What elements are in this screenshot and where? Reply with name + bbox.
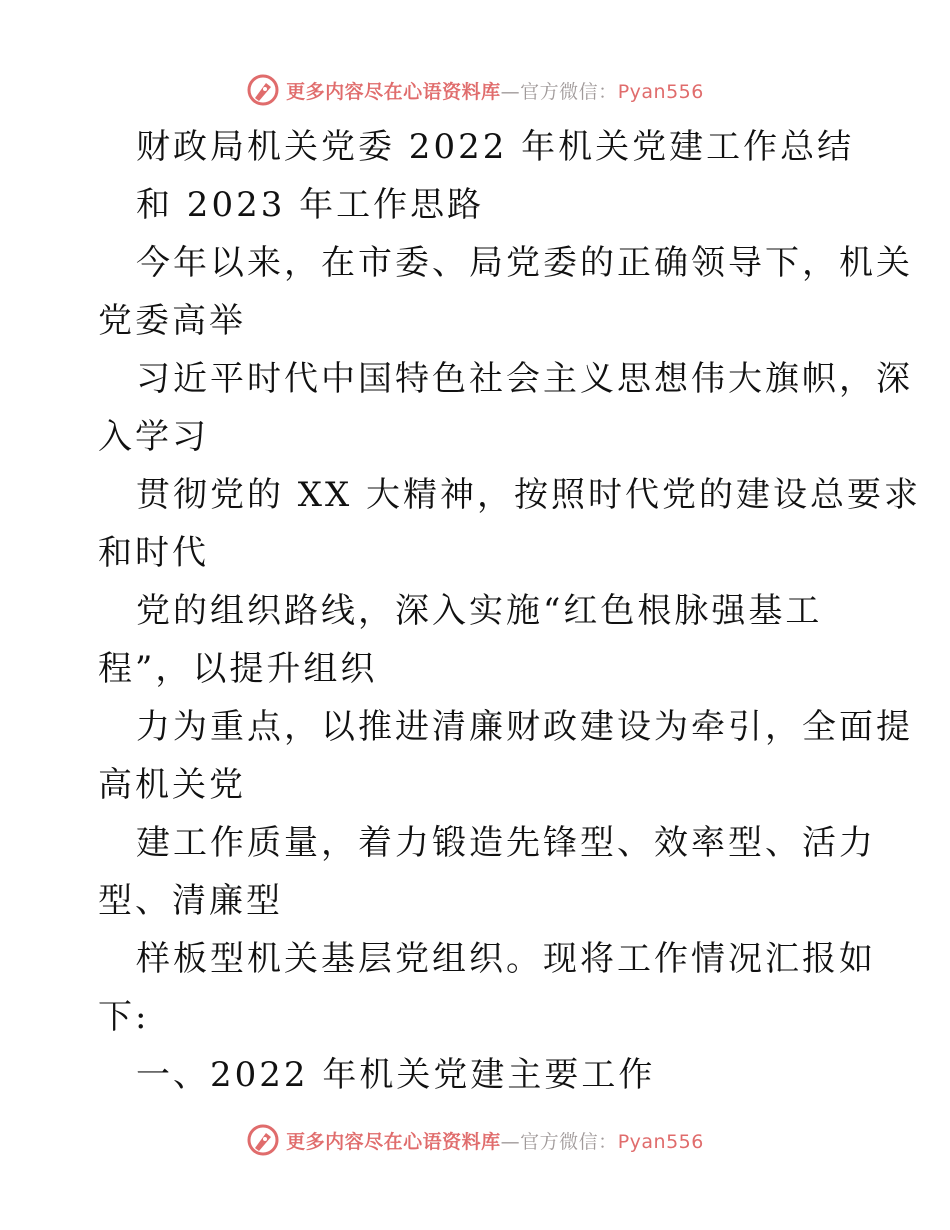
paragraph-line: 习近平时代中国特色社会主义思想伟大旗帜，深 [136, 359, 913, 399]
document-body [98, 118, 922, 1104]
watermark-main-text: 更多内容尽在心语资料库 [286, 1130, 501, 1153]
watermark-dash: — [500, 80, 521, 103]
paragraph-line: 贯彻党的 XX 大精神，按照时代党的建设总要求 [136, 475, 922, 515]
watermark-official-label: 官方微信： [520, 80, 618, 103]
paragraph-line: 和时代 [98, 533, 209, 573]
watermark-wechat-id: Pyan556 [617, 80, 704, 103]
watermark-main-text: 更多内容尽在心语资料库 [286, 80, 501, 103]
watermark-header [0, 70, 950, 110]
watermark-official-label: 官方微信： [520, 1130, 618, 1153]
watermark-footer [0, 1120, 950, 1160]
paragraph-line: 党的组织路线，深入实施“红色根脉强基工 [136, 591, 823, 631]
watermark-dash: — [500, 1130, 521, 1153]
watermark-wechat-id: Pyan556 [617, 1130, 704, 1153]
section-heading: 一、2022 年机关党建主要工作 [136, 1055, 656, 1095]
pen-nib-circle-icon [246, 73, 280, 107]
paragraph-line: 程”，以提升组织 [98, 649, 378, 689]
paragraph-line: 建工作质量，着力锻造先锋型、效率型、活力 [136, 823, 876, 863]
document-title-line-2: 和 2023 年工作思路 [136, 185, 485, 225]
pen-nib-circle-icon [246, 1123, 280, 1157]
paragraph-line: 下: [98, 997, 150, 1037]
document-title-line-1: 财政局机关党委 2022 年机关党建工作总结 [136, 127, 855, 167]
paragraph-line: 高机关党 [98, 765, 246, 805]
paragraph-line: 力为重点，以推进清廉财政建设为牵引，全面提 [136, 707, 913, 747]
paragraph-line: 今年以来，在市委、局党委的正确领导下，机关 [136, 243, 913, 283]
paragraph-line: 型、清廉型 [98, 881, 283, 921]
paragraph-line: 入学习 [98, 417, 209, 457]
paragraph-line: 样板型机关基层党组织。现将工作情况汇报如 [136, 939, 876, 979]
paragraph-line: 党委高举 [98, 301, 246, 341]
